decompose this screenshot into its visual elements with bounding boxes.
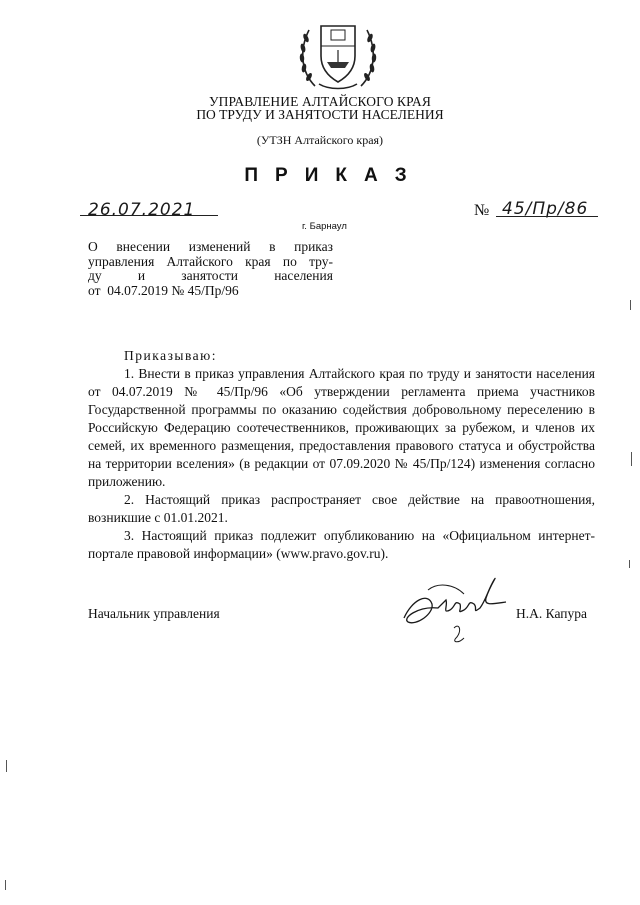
body-paragraph: 2. Настоящий приказ распространяет свое действие на правоотношения, возникшие с 01.01.2021. [88,492,595,525]
organization-abbreviation: (УТЗН Алтайского края) [256,133,384,147]
altai-krai-coat-of-arms-icon [295,16,381,94]
subject-word: и [137,268,146,283]
subject-word: Алтайского [166,253,233,269]
signatory-name: Н.А. Капура [516,606,587,621]
subject-word: изменений [188,239,251,254]
subject-line [88,255,333,270]
subject-word: по [282,253,297,269]
document-body [88,347,595,563]
document-date: 26.07.2021 [88,200,196,220]
subject-word: от 04.07.2019 № 45/Пр/96 [88,282,239,298]
subject-word: ду [88,268,102,283]
document-city: г. Барнаул [302,221,347,232]
subject-word: приказ [294,239,333,254]
document-title: ПРИКАЗ [244,165,424,186]
document-number: 45/Пр/86 [502,199,589,219]
subject-word: О [88,239,98,254]
body-paragraph: 3. Настоящий приказ подлежит опубликованию на «Официальном интернет-портале правовой информации» (www.pravo.gov.ru). [88,528,595,561]
number-label: № [474,202,490,219]
number-underline [496,216,598,217]
order-word: Приказываю: [124,348,217,363]
subject-word: внесении [116,239,171,254]
subject-line [88,284,333,299]
subject-line [88,240,333,255]
subject-word: тру- [309,253,333,269]
body-paragraph: 1. Внести в приказ управления Алтайского края по труду и занятости населения от 04.07.2019 № 45/Пр/96 «Об утверждении регламента приема участников Государственной программы по оказанию содействия добровольному переселению в Российскую Федерацию соотечественников, проживающих за рубежом, и членов их семей, их временного размещения, предоставления правового статуса и обустройства на территории вселения» (в редакции от 07.09.2020 № 45/Пр/124) изменения согласно приложению. [88,366,595,489]
subject-word: в [269,239,276,254]
organization-name-line1: УПРАВЛЕНИЕ АЛТАЙСКОГО КРАЯ [209,94,431,109]
subject-word: занятости [181,268,238,283]
subject-word: края [245,253,271,269]
subject-word: населения [274,268,333,283]
subject-word: управления [88,253,155,269]
handwritten-signature-icon [398,570,510,648]
signatory-position: Начальник управления [88,606,220,621]
date-underline [80,215,218,216]
document-subject [88,240,333,298]
organization-name-line2: ПО ТРУДУ И ЗАНЯТОСТИ НАСЕЛЕНИЯ [196,107,444,122]
subject-line [88,269,333,284]
